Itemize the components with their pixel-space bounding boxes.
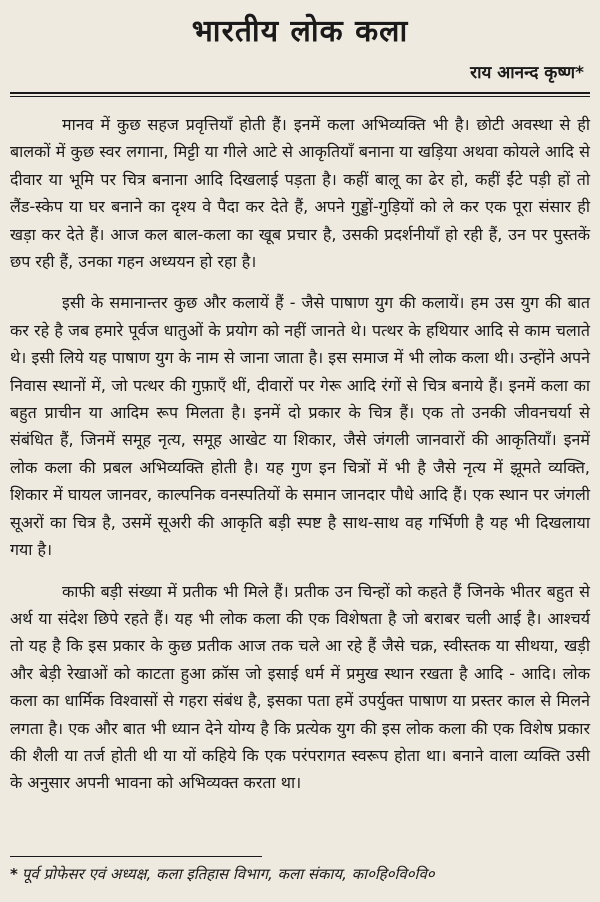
article-body	[10, 111, 590, 797]
header-divider-thick	[10, 92, 590, 94]
footnote-text: पूर्व प्रोफेसर एवं अध्यक्ष, कला इतिहास विभाग, कला संकाय, का०हि०वि०वि०	[21, 865, 435, 883]
paragraph-1: मानव में कुछ सहज प्रवृत्तियाँ होती हैं। इनमें कला अभिव्यक्ति भी है। छोटी अवस्था से ही बालकों में कुछ स्वर लगाना, मिट्टी या गीले आटे से आकृतियाँ बनाना या खड़िया अथवा कोयले आदि से दीवार या भूमि पर चित्र बनाना आदि दिखलाई पड़ता है। कहीं बालू का ढेर हो, कहीं ईंटे पड़ी हों तो लैंड-स्केप या घर बनाने का दृश्य वे पैदा कर देते हैं, अपने गुड्डों-गुड़ियों को ले कर एक पूरा संसार ही खड़ा कर देते हैं। आज कल बाल-कला का खूब प्रचार है, उसकी प्रदर्शनीयाँ हो रही हैं, उन पर पुस्तकें छप रही हैं, उनका गहन अध्ययन हो रहा है।	[10, 115, 590, 272]
author-name: राय आनन्द कृष्ण*	[470, 63, 584, 83]
paragraph-2: इसी के समानान्तर कुछ और कलायें हैं - जैसे पाषाण युग की कलायें। हम उस युग की बात कर रहे है जब हमारे पूर्वज धातुओं के प्रयोग को नहीं जानते थे। पत्थर के हथियार आदि से काम चलाते थे। इसी लिये यह पाषाण युग के नाम से जाना जाता है। इस समाज में भी लोक कला थी। उन्होंने अपने निवास स्थानों में, जो पत्थर की गुफ़ाएँ थीं, दीवारों पर गेरू आदि रंगों से चित्र बनाये हैं। इनमें कला का बहुत प्राचीन या आदिम रूप मिलता है। इनमें दो प्रकार के चित्र हैं। एक तो उनकी जीवनचर्या से संबंधित हैं, जिनमें समूह नृत्य, समूह आखेट या शिकार, जैसे जंगली जानवारों की आकृतियाँ। इनमें लोक कला की प्रबल अभिव्यक्ति होती है। यह गुण इन चित्रों में भी है जैसे नृत्य में झूमते व्यक्ति, शिकार में घायल जानवर, काल्पनिक वनस्पतियों के समान जानदार पौधे आदि हैं। एक स्थान पर जंगली सूअरों का चित्र है, उसमें सूअरी की आकृति बड़ी स्पष्ट है साथ-साथ वह गर्भिणी है यह भी दिखलाया गया है।	[10, 293, 590, 560]
header-divider-thin	[10, 96, 590, 97]
article-title: भारतीय लोक कला	[191, 14, 409, 49]
footnote-mark: *	[10, 865, 18, 883]
paragraph-3: काफी बड़ी संख्या में प्रतीक भी मिले हैं। प्रतीक उन चिन्हों को कहते हैं जिनके भीतर बहुत से अर्थ या संदेश छिपे रहते हैं। यह भी लोक कला की एक विशेषता है जो बराबर चली आई है। आश्चर्य तो यह है कि इस प्रकार के कुछ प्रतीक आज तक चले आ रहे हैं जैसे चक्र, स्वीस्तक या सीथया, खड़ी और बेड़ी रेखाओं को काटता हुआ क्रॉस जो इसाई धर्म में प्रमुख स्थान रखता है आदि - आदि। लोक कला का धार्मिक विश्वासों से गहरा संबंध है, इसका पता हमें उपर्युक्त पाषाण या प्रस्तर काल से मिलने लगता है। एक और बात भी ध्यान देने योग्य है कि प्रत्येक युग की इस लोक कला की एक विशेष प्रकार की शैली या तर्ज होती थी या यों कहिये कि एक परंपरागत स्वरूप होता था। बनाने वाला व्यक्ति उसी के अनुसार अपनी भावना को अभिव्यक्त करता था।	[10, 581, 590, 793]
footnote-divider	[10, 856, 262, 857]
footnote	[10, 862, 590, 886]
